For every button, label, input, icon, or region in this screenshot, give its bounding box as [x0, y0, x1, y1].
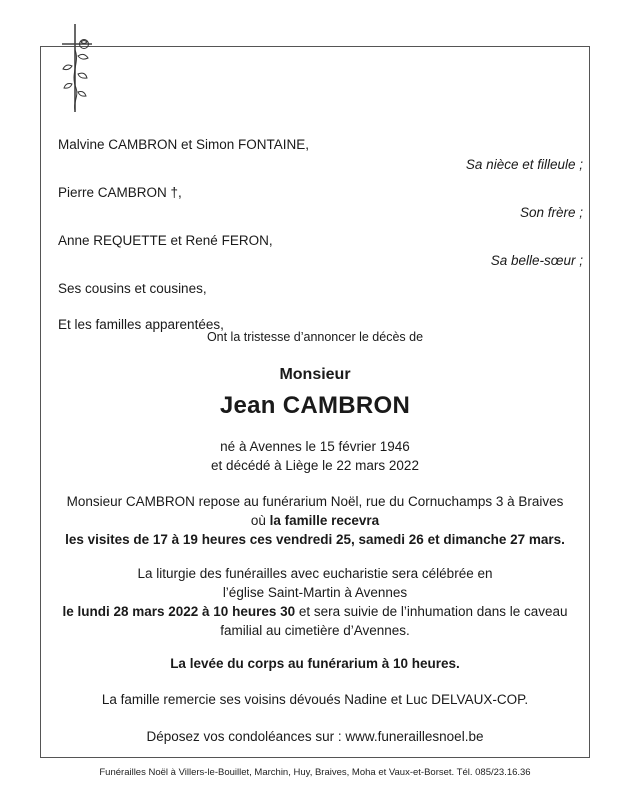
family-name: Et les familles apparentées, — [58, 317, 224, 332]
family-name: Anne REQUETTE et René FERON, — [58, 233, 273, 248]
liturgy-paragraph — [40, 564, 590, 640]
deceased-name: Jean CAMBRON — [219, 392, 411, 419]
visitation-line: Monsieur CAMBRON repose au funérarium Noël, rue du Cornuchamps 3 à Braives — [66, 494, 564, 509]
thanks-text: La famille remercie ses voisins dévoués Nadine et Luc DELVAUX-COP. — [101, 692, 529, 707]
announcement-text: Ont la tristesse d’annoncer le décès de — [206, 330, 424, 344]
birth-line: né à Avennes le 15 février 1946 — [220, 439, 410, 454]
deceased-title: Monsieur — [279, 366, 351, 383]
liturgy-line: et sera suivie de l’inhumation dans le caveau — [295, 604, 568, 619]
liturgy-line: familial au cimetière d’Avennes. — [220, 623, 410, 638]
visitation-hours: les visites de 17 à 19 heures ces vendredi 25, samedi 26 et dimanche 27 mars. — [65, 532, 565, 547]
visitation-bold: la famille recevra — [269, 513, 380, 528]
liturgy-line: La liturgie des funérailles avec eucharistie sera célébrée en — [137, 566, 493, 581]
family-relation: Son frère ; — [519, 205, 583, 220]
family-name: Ses cousins et cousines, — [58, 281, 207, 296]
visitation-paragraph — [40, 492, 590, 549]
family-list — [58, 135, 588, 335]
cross-with-roses-icon — [58, 22, 98, 114]
family-name: Malvine CAMBRON et Simon FONTAINE, — [58, 137, 310, 152]
death-line: et décédé à Liège le 22 mars 2022 — [211, 458, 419, 473]
footer-text: Funérailles Noël à Villers-le-Bouillet, Marchin, Huy, Braives, Moha et Vaux-et-Borset. Tél. 085/23.16.36 — [99, 767, 531, 778]
family-relation: Sa nièce et filleule ; — [465, 157, 583, 172]
liturgy-line: l’église Saint-Martin à Avennes — [222, 585, 408, 600]
family-name: Pierre CAMBRON †, — [58, 185, 182, 200]
family-relation: Sa belle-sœur ; — [490, 253, 583, 268]
levee-text: La levée du corps au funérarium à 10 heures. — [170, 656, 460, 671]
visitation-prefix: où — [250, 513, 270, 528]
liturgy-date: le lundi 28 mars 2022 à 10 heures 30 — [62, 604, 296, 619]
condolences-text: Déposez vos condoléances sur : www.funeraillesnoel.be — [146, 729, 484, 744]
birth-death-dates — [40, 437, 590, 475]
